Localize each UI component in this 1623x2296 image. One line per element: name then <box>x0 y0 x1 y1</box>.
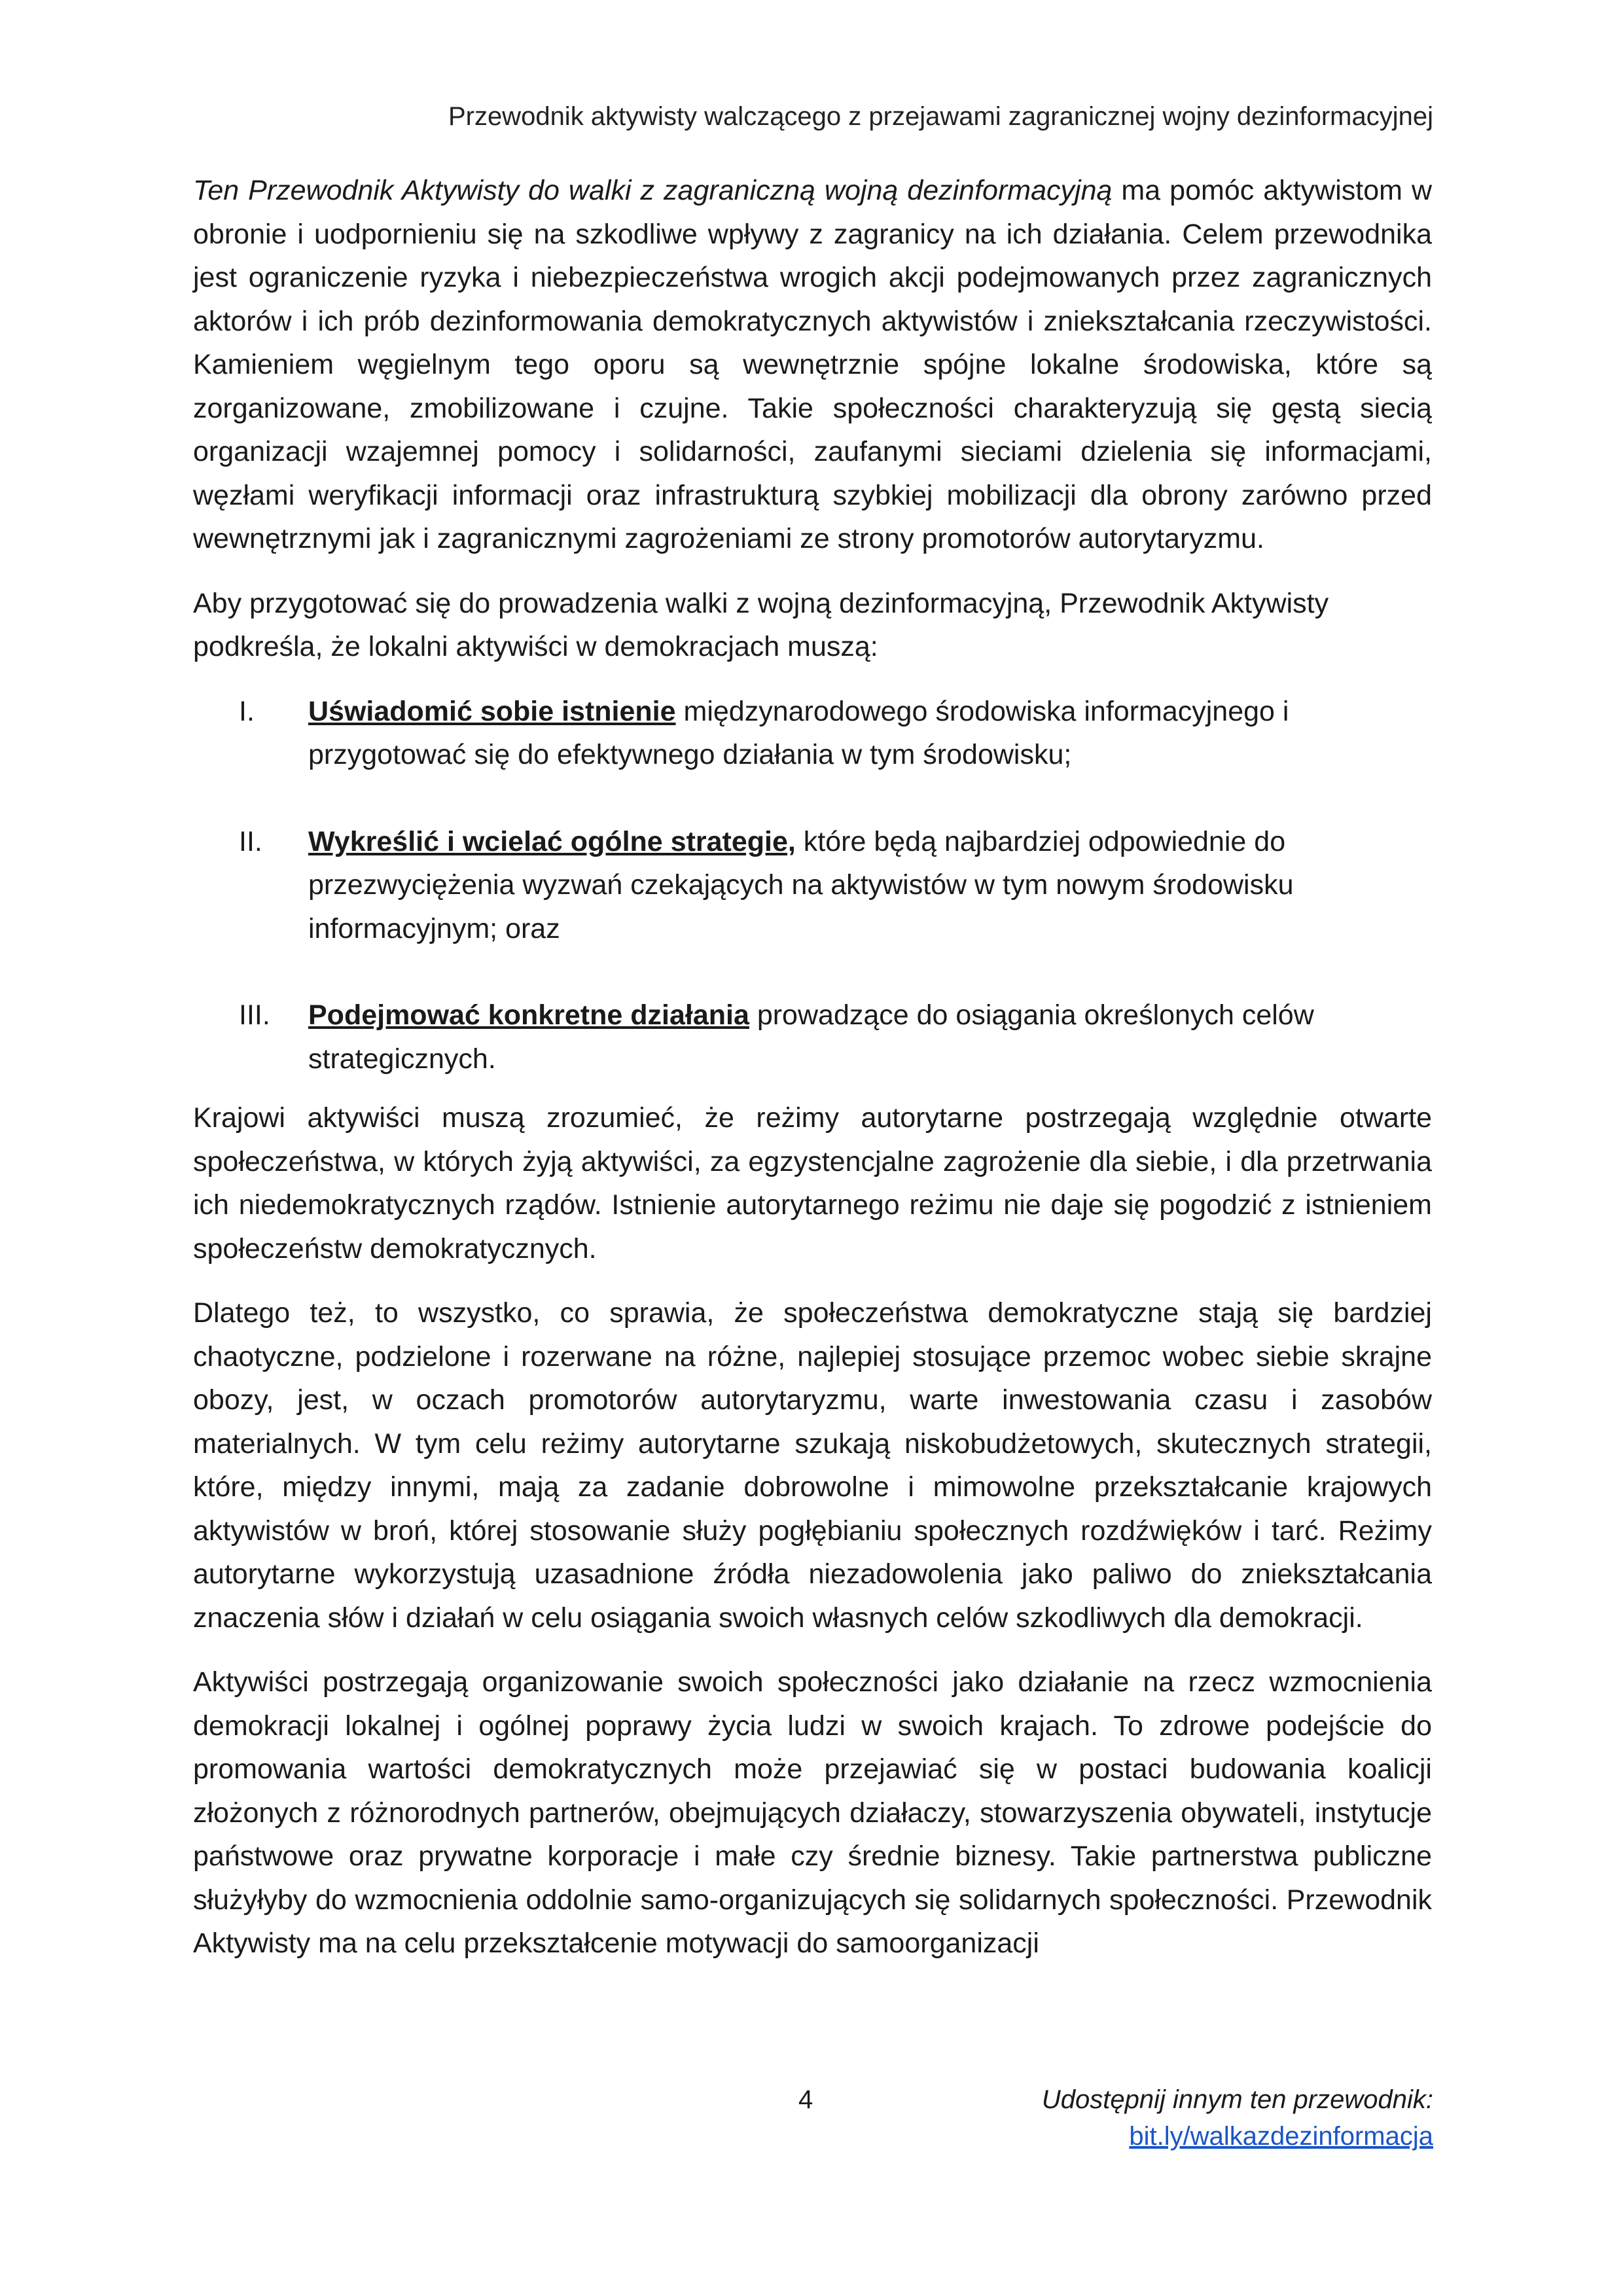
list-key-phrase: Podejmować konkretne działania <box>308 999 749 1031</box>
list-item <box>193 690 1432 777</box>
list-number: I. <box>239 695 255 727</box>
list-item <box>193 820 1432 951</box>
body-paragraph: Krajowi aktywiści muszą zrozumieć, że reżimy autorytarne postrzegają względnie otwarte społeczeństwa, w których żyją aktywiści, za egzystencjalne zagrożenie dla siebie, i dla przetrwania ich niedemokratycznych rządów. Istnienie autorytarnego reżimu nie daje się pogodzić z istnieniem społeczeństw demokratycznych. <box>193 1102 1432 1265</box>
list-key-phrase: Wykreślić i wcielać ogólne strategie, <box>308 825 796 857</box>
share-footer <box>1042 2081 1433 2155</box>
running-header: Przewodnik aktywisty walczącego z przejawami zagranicznej wojny dezinformacyjnej <box>448 102 1433 131</box>
intro-paragraph <box>193 169 1432 561</box>
list-text: prowadzące do osiągania określonych celów strategicznych. <box>308 999 1314 1075</box>
list-number: II. <box>239 825 262 857</box>
share-text: Udostępnij innym ten przewodnik: <box>1041 2085 1433 2114</box>
body-paragraph: Aktywiści postrzegają organizowanie swoich społeczności jako działanie na rzecz wzmocnienia demokracji lokalnej i ogólnej poprawy życia ludzi w swoich krajach. To zdrowe podejście do promowania wartości demokratycznych może przejawiać się w postaci budowania koalicji złożonych z różnorodnych partnerów, obejmujących działaczy, stowarzyszenia obywateli, instytucje państwowe oraz prywatne korporacje i małe czy średnie biznesy. Takie partnerstwa publiczne służyłyby do wzmocnienia oddolnie samo-organizujących się solidarnych społeczności. Przewodnik Aktywisty ma na celu przekształcenie motywacji do samoorganizacji <box>193 1666 1432 1959</box>
list-key-phrase: Uświadomić sobie istnienie <box>308 695 676 727</box>
list-item <box>193 994 1432 1081</box>
list-number: III. <box>239 999 270 1031</box>
lead-paragraph: Aby przygotować się do prowadzenia walki z wojną dezinformacyjną, Przewodnik Aktywisty podkreśla, że lokalni aktywiści w demokracjach muszą: <box>193 587 1329 662</box>
share-link[interactable]: bit.ly/walkazdezinformacja <box>1129 2122 1433 2151</box>
document-body <box>193 169 1432 1986</box>
guide-title: Ten Przewodnik Aktywisty do walki z zagraniczną wojną dezinformacyjną <box>193 175 1113 206</box>
page-number: 4 <box>798 2085 813 2114</box>
intro-text: ma pomóc aktywistom w obronie i uodpornieniu się na szkodliwe wpływy z zagranicy na ich działania. Celem przewodnika jest ograniczenie ryzyka i niebezpieczeństwa wrogich akcji podejmowanych przez zagranicznych aktorów i ich prób dezinformowania demokratycznych aktywistów i zniekształcania rzeczywistości. Kamieniem węgielnym tego oporu są wewnętrznie spójne lokalne środowiska, które są zorganizowane, zmobilizowane i czujne. Takie społeczności charakteryzują się gęstą siecią organizacji wzajemnej pomocy i solidarności, zaufanymi sieciami dzielenia się informacjami, węzłami weryfikacji informacji oraz infrastrukturą szybkiej mobilizacji dla obrony zarówno przed wewnętrznymi jak i zagranicznymi zagrożeniami ze strony promotorów autorytaryzmu. <box>193 175 1432 554</box>
requirements-list <box>193 690 1432 1081</box>
list-text: międzynarodowego środowiska informacyjnego i przygotować się do efektywnego działania w tym środowisku; <box>308 695 1289 770</box>
list-text: które będą najbardziej odpowiednie do przezwyciężenia wyzwań czekających na aktywistów w tym nowym środowisku informacyjnym; oraz <box>308 825 1294 944</box>
body-paragraph: Dlatego też, to wszystko, co sprawia, że społeczeństwa demokratyczne stają się bardziej chaotyczne, podzielone i rozerwane na różne, najlepiej stosujące przemoc wobec siebie skrajne obozy, jest, w oczach promotorów autorytaryzmu, warte inwestowania czasu i zasobów materialnych. W tym celu reżimy autorytarne szukają niskobudżetowych, skutecznych strategii, które, między innymi, mają za zadanie dobrowolne i mimowolne przekształcanie krajowych aktywistów w broń, której stosowanie służy pogłębianiu społecznych rozdźwięków i tarć. Reżimy autorytarne wykorzystują uzasadnione źródła niezadowolenia jako paliwo do zniekształcania znaczenia słów i działań w celu osiągania swoich własnych celów szkodliwych dla demokracji. <box>193 1297 1432 1634</box>
